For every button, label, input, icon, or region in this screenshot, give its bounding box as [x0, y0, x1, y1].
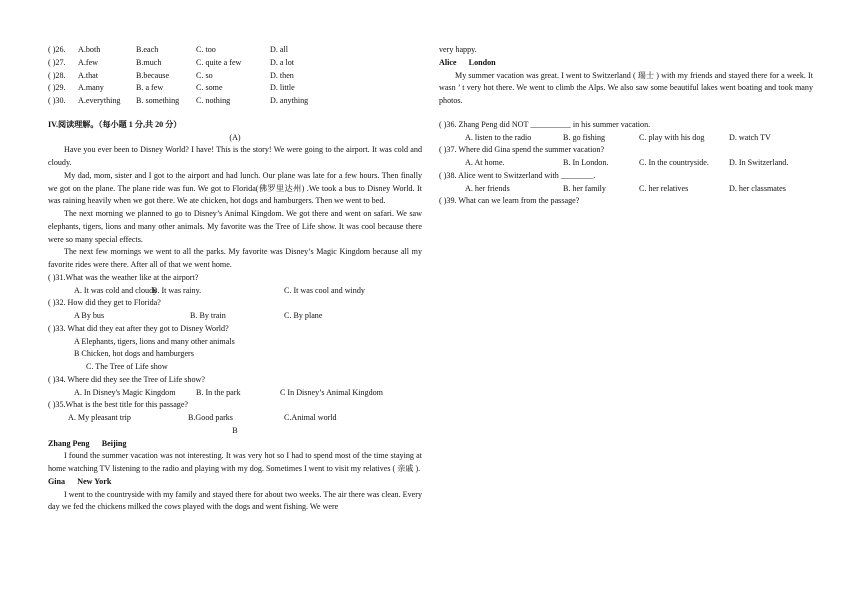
question-33: ( )33. What did they eat after they got to Disney World?	[48, 323, 229, 333]
multiple-choice-item	[48, 82, 422, 95]
option-row	[439, 157, 813, 170]
passage-b-paragraph-continued: very happy.	[439, 45, 477, 54]
option-row	[48, 285, 422, 298]
blank-bracket[interactable]: ( )28.	[48, 70, 66, 80]
passage-a-paragraph: My dad, mom, sister and I got to the airport and had lunch. Our plane was late for a few hours. Then finally we got on the plane. The plane ride was fun. We got to Florida(佛罗里达州) .We took a bus to Disney World. It was raining heavily when we got there. We ate chicken, hot dogs and hamburgers. Then we went to bed.	[48, 170, 422, 206]
passage-b-paragraph: I found the summer vacation was not interesting. It was very hot so I had to spend most of the time staying at home watching TV listening to the radio and playing with my dog. Sometimes I went to visit my relatives ( 亲戚 ).	[48, 451, 422, 473]
spacer	[439, 108, 813, 119]
question-37: ( )37. Where did Gina spend the summer vacation?	[439, 145, 605, 155]
answer-option[interactable]: B. her family	[563, 183, 606, 193]
option-row	[48, 310, 422, 323]
answer-option[interactable]: A.few	[78, 57, 99, 67]
answer-option[interactable]: C. play with his dog	[639, 132, 705, 142]
question-38: ( )38. Alice went to Switzerland with ________.	[439, 170, 596, 180]
passage-a-paragraph: The next morning we planned to go to Disney’s Animal Kingdom. We got there and went on safari. We saw elephants, tigers, lions and many other animals. My favorite was the Tree of Life show. It was cool because there were so many special effects.	[48, 209, 422, 244]
answer-option[interactable]: B. In the park	[196, 387, 241, 397]
question-number	[48, 70, 66, 83]
question-39: ( )39. What can we learn from the passage?	[439, 196, 580, 206]
answer-option[interactable]: B.Good parks	[188, 413, 233, 422]
answer-option[interactable]: A.that	[78, 70, 99, 80]
answer-option[interactable]: B. By train	[190, 311, 226, 320]
passage-a-paragraph: The next few mornings we went to all the parks. My favorite was Disney’s Magic Kingdom because all my favorite rides were there. After all of that we went home.	[48, 247, 422, 269]
question-32: ( )32. How did they get to Florida?	[48, 298, 161, 308]
answer-option[interactable]: D. her classmates	[729, 183, 786, 193]
answer-option[interactable]: C. so	[196, 70, 213, 80]
person-heading: Alice London	[439, 57, 496, 67]
option-row	[439, 183, 813, 196]
multiple-choice-item	[48, 95, 422, 108]
passage-a-label: (A)	[229, 132, 241, 142]
multiple-choice-item	[48, 70, 422, 83]
option-row	[439, 208, 813, 221]
multiple-choice-item	[48, 57, 422, 70]
answer-option[interactable]: C.Animal world	[284, 413, 337, 422]
question-number	[48, 95, 66, 108]
answer-option[interactable]: B.much	[136, 57, 162, 67]
answer-option[interactable]: D. then	[270, 70, 294, 80]
passage-b-paragraph: My summer vacation was great. I went to Switzerland ( 瑞士 ) with my friends and stayed there for a week. It wasn ’ t very hot there. We went to climb the Alps. We also saw some beautiful lakes went boating and took many photos.	[439, 70, 813, 105]
option-row	[48, 412, 422, 425]
answer-option[interactable]: A. It was cold and cloudy	[74, 285, 158, 295]
answer-option[interactable]: C. her relatives	[639, 183, 689, 193]
answer-option[interactable]: C. nothing	[196, 96, 231, 105]
option-row	[48, 387, 422, 400]
question-number	[48, 57, 66, 70]
answer-option[interactable]: C. It was cool and windy	[284, 285, 365, 295]
multiple-choice-item	[48, 44, 422, 57]
answer-option[interactable]: B. something	[136, 96, 180, 105]
answer-option[interactable]: A.both	[78, 45, 101, 54]
question-number	[48, 44, 66, 57]
answer-option[interactable]: D. a lot	[270, 57, 295, 67]
answer-option[interactable]: A.many	[78, 83, 104, 93]
answer-option[interactable]: A. At home.	[465, 158, 505, 167]
blank-bracket[interactable]: ( )27.	[48, 57, 66, 67]
answer-option[interactable]: A By bus	[74, 311, 105, 320]
answer-option[interactable]: B.each	[136, 45, 159, 54]
question-31: ( )31.What was the weather like at the airport?	[48, 272, 199, 282]
answer-option[interactable]: C In Disney’s Animal Kingdom	[280, 387, 383, 397]
answer-option[interactable]: D. little	[270, 83, 295, 93]
answer-option[interactable]: A.everything	[78, 96, 121, 105]
blank-bracket[interactable]: ( )30.	[48, 96, 66, 105]
answer-option[interactable]: C. quite a few	[196, 57, 242, 67]
answer-option[interactable]: B. It was rainy.	[152, 285, 202, 295]
answer-option[interactable]: A. her friends	[465, 183, 510, 193]
person-heading: Zhang Peng Beijing	[48, 438, 127, 448]
answer-option[interactable]: A. listen to the radio	[465, 132, 532, 142]
passage-b-label: B	[232, 425, 238, 435]
left-column	[48, 44, 422, 514]
spacer	[48, 108, 422, 119]
answer-option[interactable]: B.because	[136, 70, 170, 80]
answer-option[interactable]: A. In Disney's Magic Kingdom	[74, 387, 176, 397]
section-title: IV.阅读理解。（每小题 1 分,共 20 分）	[48, 119, 182, 129]
question-34: ( )34. Where did they see the Tree of Life show?	[48, 374, 205, 384]
answer-option[interactable]: C. some	[196, 83, 223, 93]
answer-option[interactable]: D. all	[270, 45, 288, 54]
answer-option[interactable]: B Chicken, hot dogs and hamburgers	[74, 349, 194, 359]
answer-option[interactable]: D. In Switzerland.	[729, 158, 789, 167]
blank-bracket[interactable]: ( )26.	[48, 45, 66, 54]
answer-option[interactable]: D. anything	[270, 96, 309, 105]
blank-bracket[interactable]: ( )29.	[48, 83, 66, 93]
answer-option[interactable]: A Elephants, tigers, lions and many other animals	[74, 336, 235, 346]
answer-option[interactable]: C. In the countryside.	[639, 158, 709, 167]
question-35: ( )35.What is the best title for this passage?	[48, 400, 189, 410]
answer-option[interactable]: C. By plane	[284, 311, 323, 320]
person-heading: Gina New York	[48, 476, 112, 486]
answer-option[interactable]: B. a few	[136, 83, 164, 93]
question-number	[48, 82, 66, 95]
passage-b-paragraph: I went to the countryside with my family and stayed there for about two weeks. The air there was clean. Every day we fed the chickens milked the cows played with the dogs and went fishing. We were	[48, 489, 422, 512]
option-row	[439, 132, 813, 145]
answer-option[interactable]: A. My pleasant trip	[68, 413, 131, 422]
answer-option[interactable]: C. too	[196, 45, 216, 54]
answer-option[interactable]: B. In London.	[563, 158, 609, 167]
right-column	[439, 44, 813, 221]
answer-option[interactable]: D. watch TV	[729, 132, 771, 142]
question-36: ( )36. Zhang Peng did NOT __________ in his summer vacation.	[439, 119, 651, 129]
passage-a-paragraph: Have you ever been to Disney World? I have! This is the story! We were going to the airport. It was cold and cloudy.	[48, 145, 422, 167]
answer-option[interactable]: C. The Tree of Life show	[86, 362, 168, 371]
answer-option[interactable]: B. go fishing	[563, 132, 606, 142]
